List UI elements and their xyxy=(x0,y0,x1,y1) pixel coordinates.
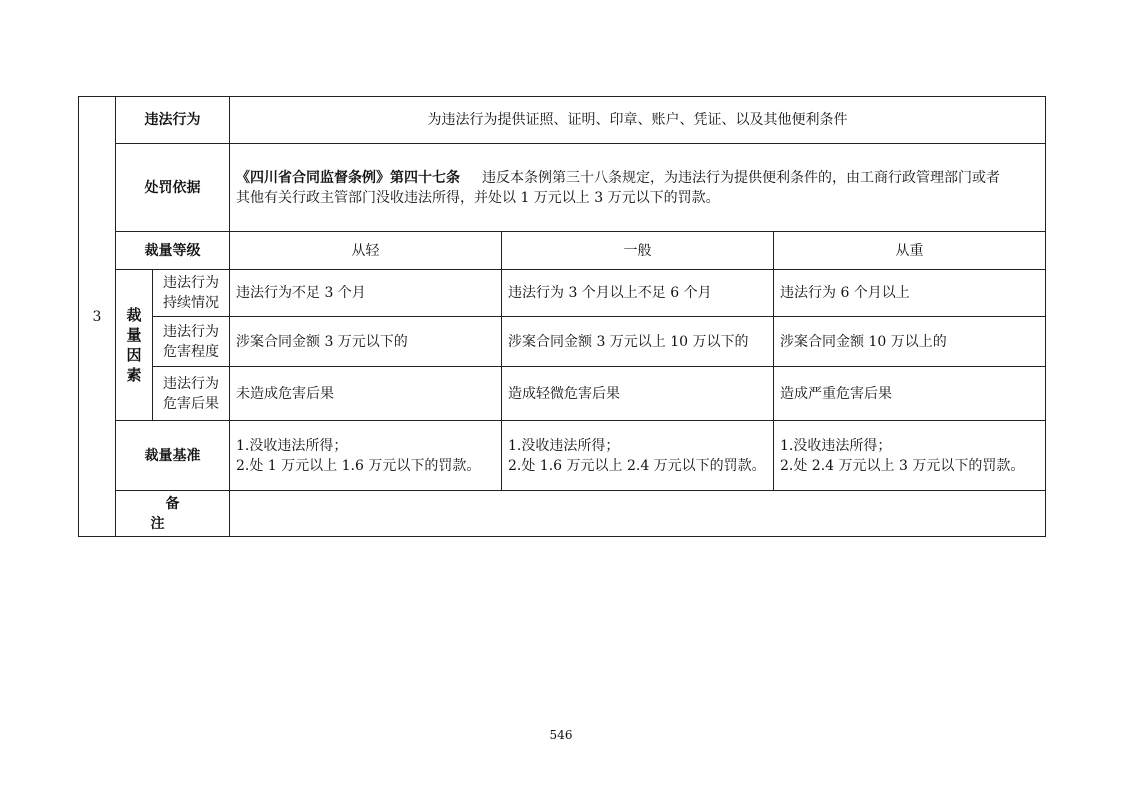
grade-row xyxy=(79,232,1046,270)
grade-level-normal: 一般 xyxy=(502,232,774,270)
violation-row xyxy=(79,97,1046,144)
page-number: 546 xyxy=(549,728,573,742)
item-number: 3 xyxy=(79,97,116,537)
factor-cell: 违法行为 6 个月以上 xyxy=(774,270,1046,317)
basis-text-line2: 其他有关行政主管部门没收违法所得，并处以 1 万元以上 3 万元以下的罚款。 xyxy=(236,189,720,206)
factor-cell: 涉案合同金额 3 万元以上 10 万以下的 xyxy=(502,317,774,367)
factor-cell: 涉案合同金额 10 万以上的 xyxy=(774,317,1046,367)
factor-name: 违法行为 危害程度 xyxy=(153,317,230,367)
factor-group-char: 量 xyxy=(126,326,142,344)
basis-row xyxy=(79,144,1046,232)
basis-title: 《四川省合同监督条例》第四十七条 xyxy=(236,169,460,186)
remarks-label: 备注 xyxy=(116,491,230,537)
factor-row xyxy=(79,317,1046,367)
standard-row xyxy=(79,421,1046,491)
violation-label: 违法行为 xyxy=(116,97,230,144)
factor-row xyxy=(79,367,1046,421)
basis-text-line1: 违反本条例第三十八条规定，为违法行为提供便利条件的，由工商行政管理部门或者 xyxy=(482,169,1000,186)
factor-cell: 造成严重危害后果 xyxy=(774,367,1046,421)
factor-group-char: 因 xyxy=(126,346,142,364)
grade-level-light: 从轻 xyxy=(230,232,502,270)
basis-text xyxy=(230,144,1046,232)
factor-cell: 违法行为不足 3 个月 xyxy=(230,270,502,317)
factor-row xyxy=(79,270,1046,317)
standard-label: 裁量基准 xyxy=(116,421,230,491)
factor-cell: 未造成危害后果 xyxy=(230,367,502,421)
factor-group-char: 素 xyxy=(126,366,142,384)
standard-cell: 1.没收违法所得； 2.处 2.4 万元以上 3 万元以下的罚款。 xyxy=(774,421,1046,491)
basis-label: 处罚依据 xyxy=(116,144,230,232)
grade-label: 裁量等级 xyxy=(116,232,230,270)
grade-level-heavy: 从重 xyxy=(774,232,1046,270)
remarks-row xyxy=(79,491,1046,537)
standard-cell: 1.没收违法所得； 2.处 1 万元以上 1.6 万元以下的罚款。 xyxy=(230,421,502,491)
violation-text: 为违法行为提供证照、证明、印章、账户、凭证、以及其他便利条件 xyxy=(230,97,1046,144)
factor-name: 违法行为 危害后果 xyxy=(153,367,230,421)
discretion-table xyxy=(78,96,1046,537)
factor-name: 违法行为 持续情况 xyxy=(153,270,230,317)
factor-cell: 涉案合同金额 3 万元以下的 xyxy=(230,317,502,367)
factor-group-char: 裁 xyxy=(126,306,142,324)
factor-cell: 违法行为 3 个月以上不足 6 个月 xyxy=(502,270,774,317)
standard-cell: 1.没收违法所得； 2.处 1.6 万元以上 2.4 万元以下的罚款。 xyxy=(502,421,774,491)
remarks-text xyxy=(230,491,1046,537)
factor-cell: 造成轻微危害后果 xyxy=(502,367,774,421)
factor-group-label xyxy=(116,270,153,421)
